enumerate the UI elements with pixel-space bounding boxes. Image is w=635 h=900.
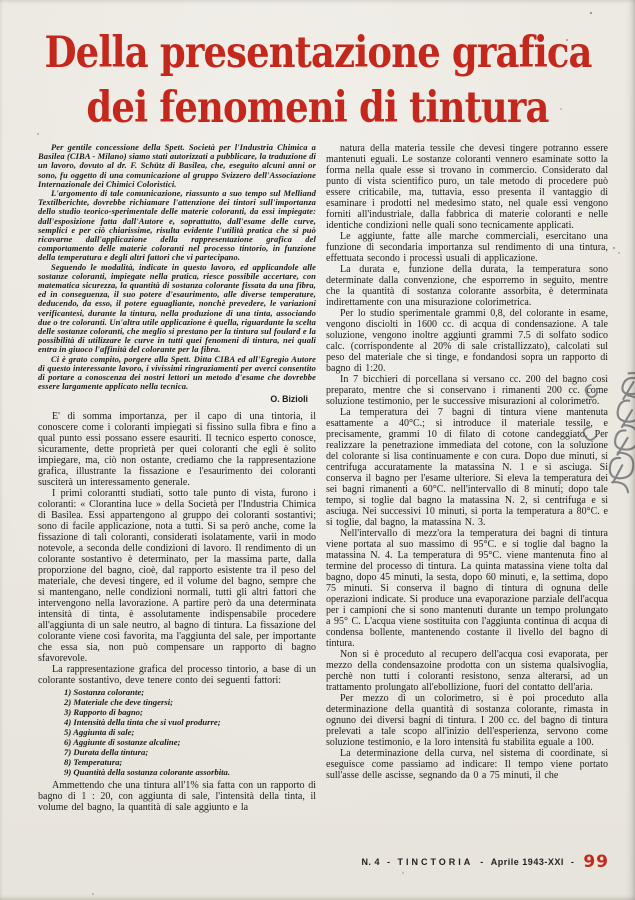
editor-introduction (38, 143, 316, 404)
intro-paragraph: Ci è grato compito, porgere alla Spett. Ditta CIBA ed all'Egregio Autore di questo interessante lavoro, i vivissimi ringraziamenti per averci consentito di portare a conoscenza dei nostri lettori un metodo d'esame che dovrebbe essere largamente applicato nella tecnica. (38, 353, 316, 392)
factors-list (64, 688, 316, 777)
factor-item: 9) Quantità della sostanza colorante assorbita. (64, 766, 231, 777)
left-column-body (38, 411, 316, 812)
intro-paragraph: L'argomento di tale comunicazione, riassunto a suo tempo sul Melliand Textilberichte, dovrebbe richiamare l'attenzione dei tintori sull'importanza dello studio teorico-sperimentale delle materie coloranti, da essi impiegate: dall'esposizione fatta dall'Autore e, soprattutto, dall'esame delle curve, semplici e per ciò chiarissime, risulta evidente l'utilità pratica che si può ricavarne dall'applicazione della rappresentazione grafica del comportamento delle materie coloranti nel processo tintorio, in funzione della temperatura e degli altri fattori che vi partecipano. (38, 188, 316, 263)
body-paragraph: E' di somma importanza, per il capo di una tintoria, il conoscere come i coloranti impiegati si fissino sulla fibra e fino a qual punto essi possano essere esauriti. Il tecnico esperto conosce, sicuramente, dette proprietà per quei coloranti che egli è solito impiegare, ma, ciò non ostante, crediamo che la rappresentazione grafica, illustrante la fissazione e l'esaurimento dei coloranti susciterà un interessamento generale. (38, 411, 316, 489)
article-title-line-2: dei fenomeni di tintura (86, 83, 549, 133)
body-paragraph: Nell'intervallo di mezz'ora la temperatura dei bagni di tintura viene portata al suo massimo di 95°C. e si toglie dal bagno la matassina N. 4. La temperatura di 95°C. viene mantenuta fino al termine del processo di tintura. La quinta matassina viene tolta dal bagno, dopo 45 minuti, la sesta, dopo 60 minuti, e, la settima, dopo 75 minuti. Si conserva il bagno di tintura di ognuna delle operazioni indicate. Si produce una evaporazione parziale dell'acqua per i campioni che si sono mantenuti durante un tempo prolungato a 95° C. L'acqua viene sostituita con l'aggiunta continua di acqua di condensa bollente, mantenendo costante il livello del bagno di tintura. (326, 528, 608, 649)
factor-item: 1) Sostanza colorante; (64, 687, 145, 698)
intro-paragraph: Seguendo le modalità, indicate in questo lavoro, ed applicandole alle sostanze coloranti, impiegate nella pratica, riesce possibile accertare, con matematica sicurezza, la quantità di sostanza colorante fissata da una fibra, ed in conseguenza, il suo potere d'esaurimento, alle diverse temperature, deducendo, da esso, il potere eguagliante, nonchè prevedere, le variazioni verificantesi, durante la tintura, nella produzione di una tinta, associando due o tre coloranti. Un'altra utile applicazione è quella, riguardante la scelta delle sostanze coloranti, che meglio si prestano per la tintura sul foulard e la possibilità di utilizzare le curve in tutti quei fenomeni di tintura, nei quali entra in giuoco l'affinità del colorante per la fibra. (38, 261, 316, 355)
footer-separator: - (480, 857, 484, 867)
editor-signature: O. Bizioli (270, 394, 308, 405)
footer-date: Aprile 1943-XXI (490, 857, 564, 867)
ink-stamp-mark (577, 368, 635, 500)
body-paragraph: natura della materia tessile che devesi tingere potranno essere mantenuti eguali. Le sostanze coloranti vennero esaminate sotto la forma nella quale esse si trovano in commercio. Considerato dal punto di vista scientifico puro, un tale metodo di procedere può essere criticabile, ma, tuttavia, esso presenta il vantaggio di esaminare i prodotti nel medesimo stato, nel quale essi vengono forniti all'industriale, dalla fabbrica di materie coloranti e nelle identiche condizioni nelle quali sono tecnicamente applicati. (326, 143, 608, 231)
factor-item: 7) Durata della tintura; (64, 746, 149, 757)
factor-item: 2) Materiale che deve tingersi; (64, 697, 174, 708)
factor-item: 8) Temperatura; (64, 756, 123, 767)
two-column-text-area (38, 143, 608, 813)
factor-item: 3) Rapporto di bagno; (64, 707, 143, 718)
footer-journal-name: TINCTORIA (397, 857, 474, 867)
right-column (326, 143, 608, 813)
body-paragraph: La durata e, funzione della durata, la temperatura sono determinate dalla convenzione, che esporremo in seguito, mentre che la quantità di sostanza colorante assorbita, è determinata indirettamente con una misurazione colorimetrica. (326, 264, 608, 308)
body-paragraph: Non si è proceduto al recupero dell'acqua così evaporata, per mezzo della condensazoine prodotta con un sistema qualsivoglia, perchè non tutti i coloranti resistono, senza alterarsi, ad un trattamento prolungato all'ebollizione, fuori del contatto dell'aria. (326, 649, 608, 693)
page-footer (361, 852, 609, 872)
body-paragraph: La temperatura dei 7 bagni di tintura viene mantenuta esattamente a 40°C.; si introduce il materiale tessile, e precisamente, grammi 10 di filato di cotone candeggiato. Per realizzare la penetrazione immediata del cotone, con la soluzione del colorante si lisa continuamente e con cura. Dopo due minuti, si centrifuga accuratamente la matassina N. 1 e si asciuga. Si conserva il bagno per l'esame ulteriore. Si eleva la temperatura dei sei bagni rimanenti a 60°C. nell'intervallo di 8 minuti; dopo tale tempo, si toglie dal bagno la matassina N. 2, si centrifuga e si asciuga. Nei successivi 10 minuti, si porta la temperatura a 80°C. e si toglie, dal bagno, la matassina N. 3. (326, 407, 608, 528)
body-paragraph: Per mezzo di un colorimetro, si è poi proceduto alla determinazione della quantità di sostanza colorante, rimasta in ognuno dei diversi bagni di tintura. I 200 cc. del bagno di tintura prelevati a tale scopo all'inizio dell'esperienza, servono come soluzione testimonio, e la loro intensità fu stabilita eguale a 100. (326, 693, 608, 748)
footer-separator: - (570, 857, 575, 867)
left-column (38, 143, 316, 813)
body-paragraph: Ammettendo che una tintura all'1% sia fatta con un rapporto di bagno di 1 : 20, con aggiunta di sale, l'intensità della tinta, il volume del bagno, la quantità di sale aggiunto e la (38, 779, 316, 813)
body-paragraph: La rappresentazione grafica del processo tintorio, a base di un colorante sostantivo, deve tenere conto dei seguenti fattori: (38, 664, 316, 687)
scan-specks (0, 0, 2, 2)
right-body-paragraphs (326, 143, 608, 781)
footer-separator: - (386, 857, 391, 867)
factor-item: 6) Aggiunte di sostanze alcaline; (64, 737, 181, 748)
body-paragraph: I primi colorantti studiati, sotto tale punto di vista, furono i coloranti: « Clorantina luce » della Società per l'Industria Chimica di Basilea. Essi appartengono al gruppo dei coloranti sostantivi; sono di facile applicazione, nota a tutti. Si sa però anche, come la fissazione di tali coloranti, considerati isolatamente, varii in modo notevole, a seconda delle condizioni di lavoro. Il rendimento di un colorante sostantivo è determinato, per la massima parte, dalla proporzione del bagno, cioè, dal rapporto esistente tra il peso del materiale, che devesi tingere, ed il volume del bagno, sempre che si mantengano, nelle condizioni normali, tutti gli altri fattori che intervengono nella lavorazione. A partire però da una determinata intensità di tinta, è assolutamente indispensabile procedere all'aggiunta di un sale neutro, al bagno di tintura. La fissazione del colorante viene così favorita, ma l'aggiunta del sale, per importante che essa sia, non può compensare un rapporto di bagno sfavorevole. (38, 488, 316, 665)
intro-paragraphs (38, 143, 316, 391)
page-number: 99 (583, 852, 609, 872)
body-paragraph: Per lo studio sperimentale grammi 0,8, del colorante in esame, vengono disciolti in 1600 cc. di acqua di condensazione. A tale soluzione, vengono inoltre aggiunti grammi 7.5 di solfato sodico calc. (corrispondente al 20% di sale cristallizzato), calcolati sul peso del materiale che si tinge, e fondandosi sopra un rapporto di bagno di 1:20. (326, 308, 608, 374)
footer-issue: N. 4 (361, 857, 380, 867)
body-paragraph: Le aggiunte, fatte alle marche commerciali, esercitano una funzione di secondaria importanza sul rendimento di una tintura, effettuata secondo i processi usuali di applicazione. (326, 231, 608, 264)
left-body-paragraphs (38, 411, 316, 686)
body-paragraph: La determinazione della curva, nel sistema di coordinate, si eseguisce come passiamo ad indicare: Il tempo viene portato sull'asse delle ascisse, segnando da 0 a 75 minuti, il che (326, 748, 608, 781)
body-paragraph: In 7 bicchieri di porcellana si versano cc. 200 del bagno così preparato, mentre che si conservano i rimanenti 200 cc. come soluzione testimonio, per le successive misurazioni al colorimetro. (326, 374, 608, 407)
factor-item: 4) Intensità della tinta che si vuol produrre; (64, 717, 221, 728)
factor-item: 5) Aggiunta di sale; (64, 727, 135, 738)
intro-paragraph: Per gentile concessione della Spett. Società per l'Industria Chimica a Basilea (CIBA - Milano) siamo stati autorizzati a pubblicare, la traduzione di un lavoro, dovuto al dr. F. Schütz di Basilea, che, eseguito alcuni anni or sono, fu oggetto di una comunicazione al gruppo Svizzero dell'Associazione Internazionale dei Chimici Coloristici. (38, 142, 316, 189)
article-title-line-1: Della presentazione grafica (44, 28, 592, 78)
article-title (0, 26, 635, 136)
